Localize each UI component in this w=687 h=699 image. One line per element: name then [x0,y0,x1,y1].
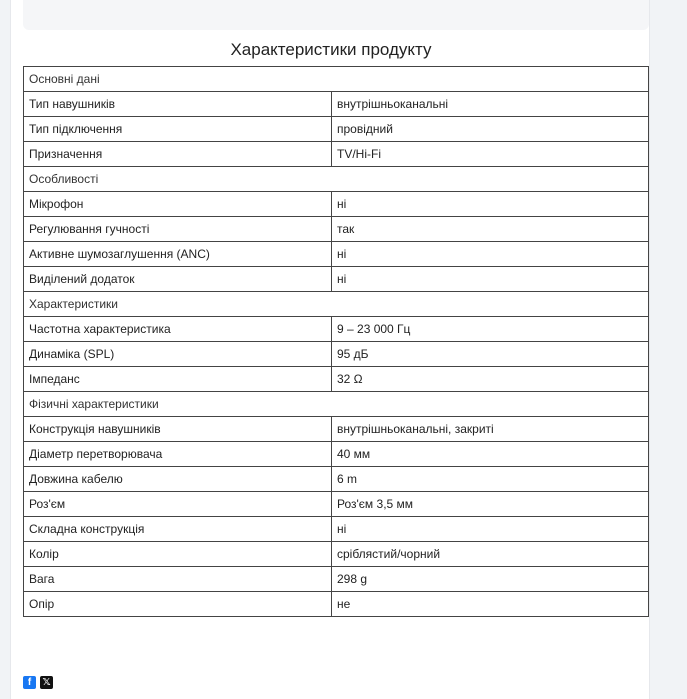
spec-key: Динаміка (SPL) [24,342,332,367]
spec-row [24,592,649,617]
spec-value: ні [332,242,649,267]
facebook-share-button[interactable] [23,676,36,689]
section-header-row [24,167,649,192]
spec-value: ні [332,517,649,542]
spec-row [24,492,649,517]
spec-value: 40 мм [332,442,649,467]
spec-row [24,342,649,367]
section-label: Фізичні характеристики [24,392,649,417]
spec-key: Опір [24,592,332,617]
spec-row [24,117,649,142]
spec-row [24,417,649,442]
spec-row [24,317,649,342]
spec-key: Частотна характеристика [24,317,332,342]
spec-key: Конструкція навушників [24,417,332,442]
section-header-row [24,292,649,317]
section-header-row [24,392,649,417]
spec-value: 9 – 23 000 Гц [332,317,649,342]
spec-value: 95 дБ [332,342,649,367]
spec-value: внутрішньоканальні, закриті [332,417,649,442]
spec-key: Вага [24,567,332,592]
page-content [10,0,650,699]
spec-row [24,192,649,217]
spec-row [24,367,649,392]
spec-key: Колір [24,542,332,567]
top-panel [23,0,649,30]
section-label: Особливості [24,167,649,192]
spec-value: не [332,592,649,617]
spec-key: Складна конструкція [24,517,332,542]
spec-key: Роз'єм [24,492,332,517]
spec-key: Активне шумозаглушення (ANC) [24,242,332,267]
spec-value: Роз'єм 3,5 мм [332,492,649,517]
spec-row [24,267,649,292]
spec-row [24,442,649,467]
spec-value: TV/Hi-Fi [332,142,649,167]
facebook-icon: f [27,677,32,688]
spec-key: Тип підключення [24,117,332,142]
section-label: Основні дані [24,67,649,92]
spec-value: внутрішньоканальні [332,92,649,117]
spec-key: Імпеданс [24,367,332,392]
spec-value: провідний [332,117,649,142]
spec-row [24,467,649,492]
spec-value: сріблястий/чорний [332,542,649,567]
spec-value: 6 m [332,467,649,492]
spec-row [24,542,649,567]
spec-key: Регулювання гучності [24,217,332,242]
section-header-row [24,67,649,92]
page-title: Характеристики продукту [230,40,432,59]
spec-key: Призначення [24,142,332,167]
spec-key: Мікрофон [24,192,332,217]
spec-row [24,217,649,242]
spec-row [24,567,649,592]
spec-value: 32 Ω [332,367,649,392]
spec-key: Виділений додаток [24,267,332,292]
x-icon: 𝕏 [42,677,51,688]
spec-key: Діаметр перетворювача [24,442,332,467]
section-label: Характеристики [24,292,649,317]
specs-table [23,66,649,617]
spec-row [24,242,649,267]
x-share-button[interactable] [40,676,53,689]
spec-value: ні [332,192,649,217]
spec-key: Тип навушників [24,92,332,117]
spec-value: так [332,217,649,242]
spec-value: ні [332,267,649,292]
share-buttons [23,676,53,689]
spec-row [24,517,649,542]
spec-key: Довжина кабелю [24,467,332,492]
spec-value: 298 g [332,567,649,592]
spec-row [24,92,649,117]
spec-row [24,142,649,167]
